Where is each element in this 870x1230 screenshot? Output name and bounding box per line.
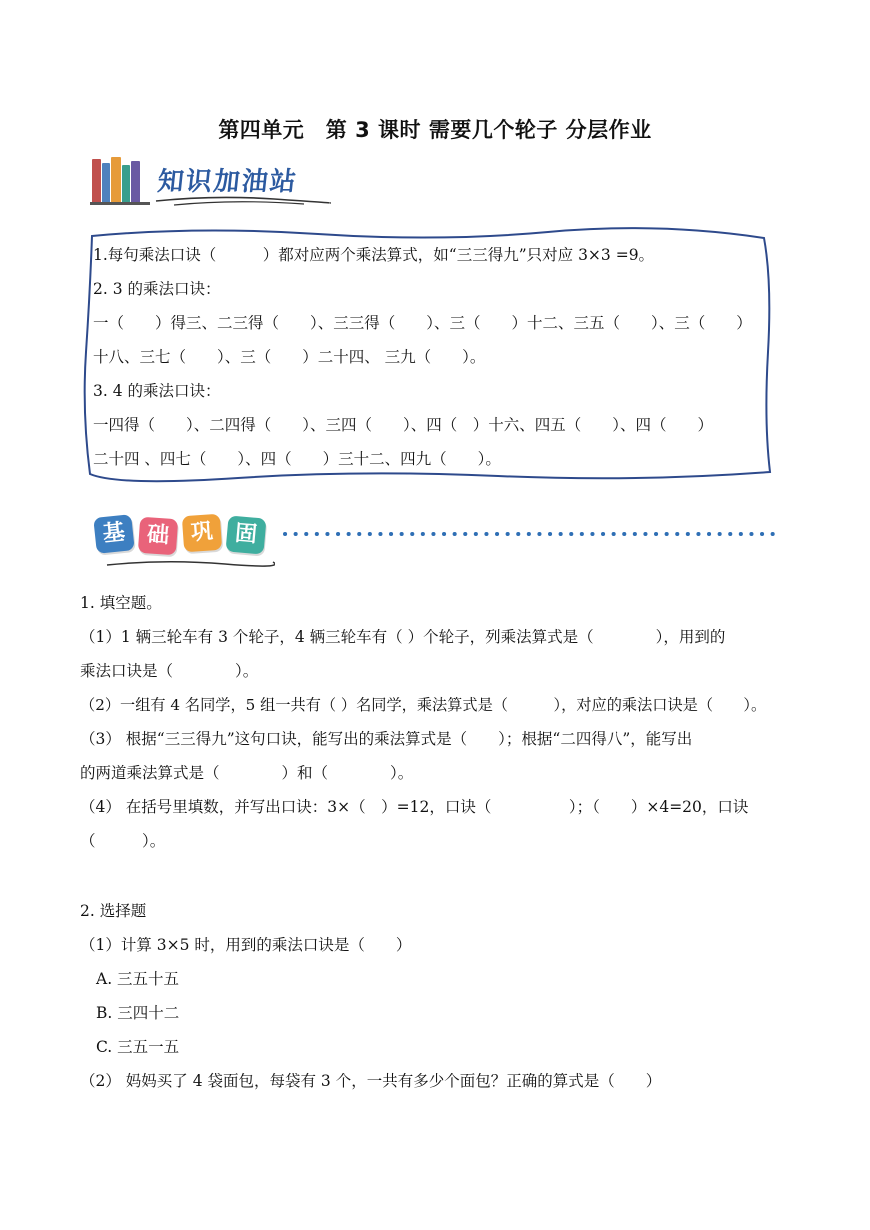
q2-option-b: B. 三四十二 bbox=[96, 1004, 180, 1022]
knowledge-banner bbox=[92, 155, 332, 209]
q1-line-5: 的两道乘法算式是（ ）和（ ）。 bbox=[80, 764, 414, 782]
q1-heading: 1. 填空题。 bbox=[80, 594, 162, 612]
knowledge-line-4: 十八、三七（ ）、三（ ）二十四、 三九（ ）。 bbox=[93, 348, 486, 366]
basics-tile-2: 础 bbox=[138, 517, 178, 556]
basics-tile-1: 基 bbox=[93, 514, 135, 554]
q1-line-6: （4） 在括号里填数，并写出口诀：3×（ ）=12，口诀（ ）；（ ）×4=20，口诀 bbox=[80, 798, 749, 816]
knowledge-line-3: 一（ ）得三、二三得（ ）、三三得（ ）、三（ ）十二、三五（ ）、三（ ） bbox=[93, 314, 752, 332]
q1-line-4: （3） 根据“三三得九”这句口诀，能写出的乘法算式是（ ）；根据“二四得八”，能写出 bbox=[80, 730, 693, 748]
q2-sub1: （1）计算 3×5 时，用到的乘法口诀是（ ） bbox=[80, 936, 412, 954]
knowledge-line-7: 二十四 、四七（ ）、四（ ）三十二、四九（ ）。 bbox=[93, 450, 501, 468]
q1-line-7: （ ）。 bbox=[80, 832, 166, 850]
q2-option-a: A. 三五十五 bbox=[96, 970, 180, 988]
banner-underline bbox=[154, 193, 332, 207]
q2-option-c: C. 三五一五 bbox=[96, 1038, 180, 1056]
knowledge-line-1: 1.每句乘法口诀（ ）都对应两个乘法算式，如“三三得九”只对应 3×3 =9。 bbox=[93, 246, 655, 264]
knowledge-line-5: 3. 4 的乘法口诀： bbox=[93, 382, 221, 400]
basics-banner bbox=[95, 512, 785, 572]
knowledge-line-6: 一四得（ ）、二四得（ ）、三四（ ）、四（ ）十六、四五（ ）、四（ ） bbox=[93, 416, 714, 434]
dotted-divider bbox=[283, 530, 783, 538]
page-title: 第四单元 第 3 课时 需要几个轮子 分层作业 bbox=[218, 118, 652, 142]
basics-tile-3: 巩 bbox=[182, 514, 222, 553]
basics-underline bbox=[105, 556, 275, 570]
q2-sub2: （2） 妈妈买了 4 袋面包，每袋有 3 个，一共有多少个面包？正确的算式是（ ） bbox=[80, 1072, 662, 1090]
q1-line-2: 乘法口诀是（ ）。 bbox=[80, 662, 259, 680]
q1-line-1: （1）1 辆三轮车有 3 个轮子，4 辆三轮车有（ ）个轮子，列乘法算式是（ ），用到的 bbox=[80, 628, 726, 646]
books-icon bbox=[92, 157, 148, 203]
basics-tile-4: 固 bbox=[226, 515, 267, 554]
q2-heading: 2. 选择题 bbox=[80, 902, 147, 920]
knowledge-heading: 知识加油站 bbox=[156, 167, 300, 197]
q1-line-3: （2）一组有 4 名同学，5 组一共有（ ）名同学，乘法算式是（ ），对应的乘法口诀是（ ）。 bbox=[80, 696, 767, 714]
knowledge-line-2: 2. 3 的乘法口诀： bbox=[93, 280, 221, 298]
